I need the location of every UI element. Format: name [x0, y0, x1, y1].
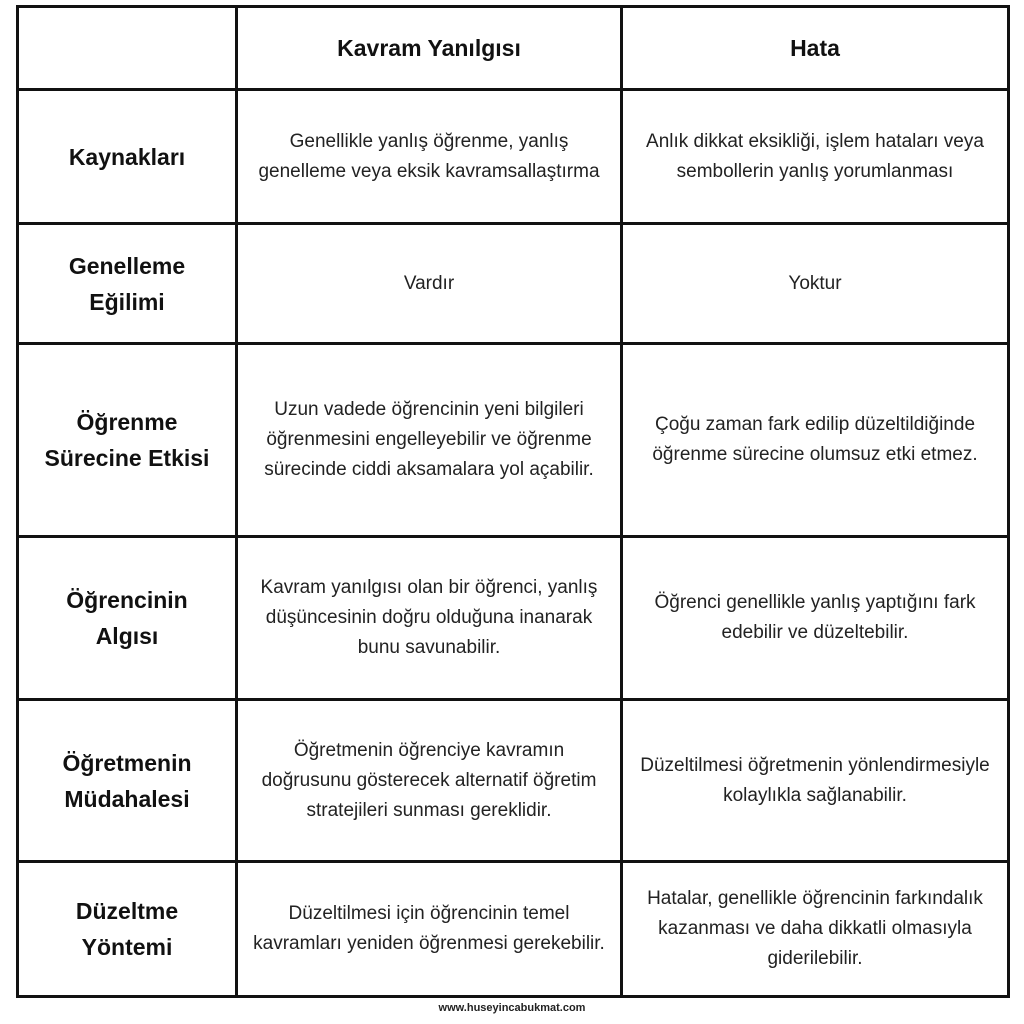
row-header: Öğrencinin Algısı — [18, 537, 237, 700]
cell-kavram: Düzeltilmesi için öğrencinin temel kavramları yeniden öğrenmesi gerekebilir. — [237, 862, 622, 997]
table-row-ogretmenin-mudahalesi — [18, 700, 1009, 862]
table-row-ogrenme-surecine-etkisi — [18, 344, 1009, 537]
row-header: Düzeltme Yöntemi — [18, 862, 237, 997]
row-header: Öğretmenin Müdahalesi — [18, 700, 237, 862]
cell-hata: Hatalar, genellikle öğrencinin farkındalık kazanması ve daha dikkatli olmasıyla giderilebilir. — [622, 862, 1009, 997]
cell-kavram: Genellikle yanlış öğrenme, yanlış genelleme veya eksik kavramsallaştırma — [237, 90, 622, 224]
cell-hata: Yoktur — [622, 224, 1009, 344]
cell-hata: Çoğu zaman fark edilip düzeltildiğinde öğrenme sürecine olumsuz etki etmez. — [622, 344, 1009, 537]
row-header: Kaynakları — [18, 90, 237, 224]
cell-kavram: Vardır — [237, 224, 622, 344]
cell-hata: Düzeltilmesi öğretmenin yönlendirmesiyle kolaylıkla sağlanabilir. — [622, 700, 1009, 862]
table-row-ogrencinin-algisi — [18, 537, 1009, 700]
corner-cell — [18, 7, 237, 90]
table-row-kaynaklari — [18, 90, 1009, 224]
header-row — [18, 7, 1009, 90]
column-header-kavram-yanilgisi: Kavram Yanılgısı — [237, 7, 622, 90]
cell-hata: Öğrenci genellikle yanlış yaptığını fark edebilir ve düzeltebilir. — [622, 537, 1009, 700]
cell-kavram: Öğretmenin öğrenciye kavramın doğrusunu gösterecek alternatif öğretim stratejileri sunması gereklidir. — [237, 700, 622, 862]
cell-kavram: Uzun vadede öğrencinin yeni bilgileri öğrenmesini engelleyebilir ve öğrenme sürecinde ciddi aksamalara yol açabilir. — [237, 344, 622, 537]
column-header-hata: Hata — [622, 7, 1009, 90]
cell-kavram: Kavram yanılgısı olan bir öğrenci, yanlış düşüncesinin doğru olduğuna inanarak bunu savunabilir. — [237, 537, 622, 700]
cell-hata: Anlık dikkat eksikliği, işlem hataları veya sembollerin yanlış yorumlanması — [622, 90, 1009, 224]
table-row-duzeltme-yontemi — [18, 862, 1009, 997]
row-header: Genelleme Eğilimi — [18, 224, 237, 344]
table-row-genelleme-egilimi — [18, 224, 1009, 344]
row-header: Öğrenme Sürecine Etkisi — [18, 344, 237, 537]
comparison-table — [16, 5, 1010, 998]
website-footer: www.huseyincabukmat.com — [438, 1002, 586, 1014]
